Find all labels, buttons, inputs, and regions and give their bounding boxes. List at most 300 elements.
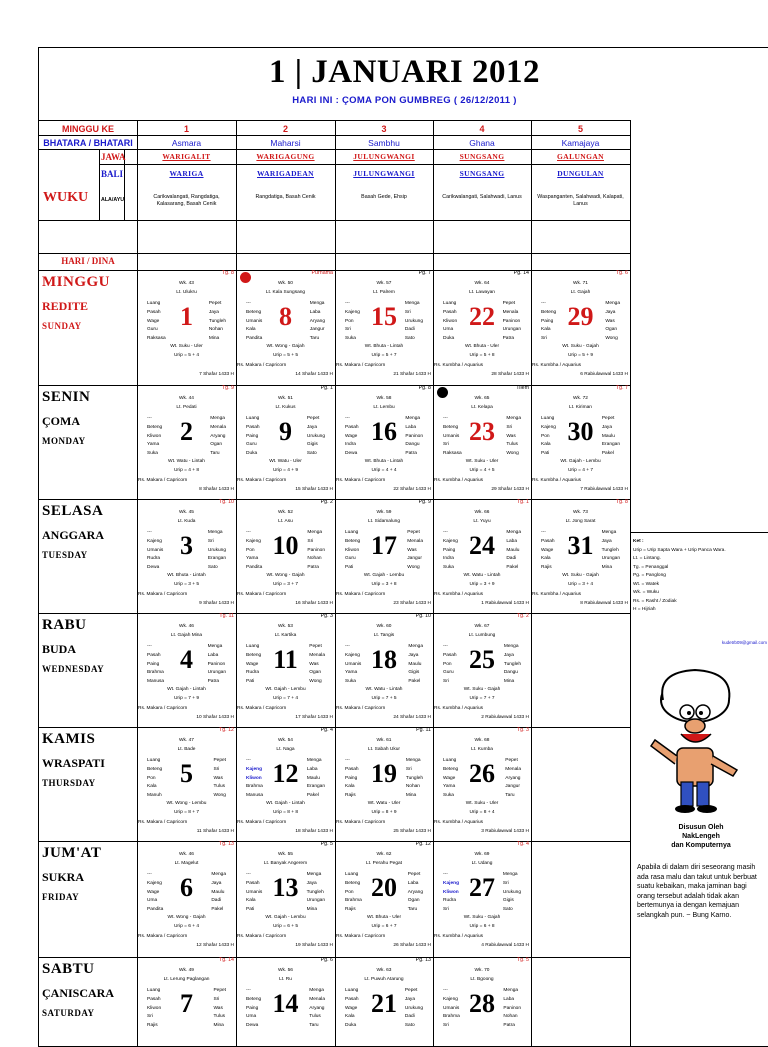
cell-left-item: Luang xyxy=(246,416,260,421)
cell-tag: Pg. 7 xyxy=(418,270,431,276)
cell-lintang: Lt. Sabah Ukur xyxy=(368,747,400,752)
day-name: SELASA xyxy=(42,503,104,519)
date-number: 11 xyxy=(273,645,298,674)
keterangan-line: Wt. = Watek xyxy=(633,581,660,587)
day-name: JUM'AT xyxy=(42,845,102,861)
cell-left-item: Pandita xyxy=(147,907,164,913)
cell-left-item: Luang xyxy=(246,644,260,649)
cell-right-item: Menga xyxy=(503,644,519,649)
wuku-label: WUKU xyxy=(43,190,89,205)
day-name-bali: REDITE xyxy=(42,299,89,313)
cell-left-item: Raksasa xyxy=(147,336,166,342)
cell-right-item: Urukung xyxy=(306,433,325,439)
day-name-english: MONDAY xyxy=(42,436,86,446)
cell-left-item: Wage xyxy=(541,547,554,553)
cell-right-item: Menga xyxy=(207,530,223,535)
cell-left-item: --- xyxy=(541,301,546,306)
calendar-sheet xyxy=(38,47,768,1047)
day-cell[interactable] xyxy=(433,499,531,613)
cell-left-item: --- xyxy=(443,530,448,535)
day-cell[interactable] xyxy=(531,385,630,499)
cell-left-item: Beteng xyxy=(345,538,361,544)
cell-right-item: Tungleh xyxy=(601,547,619,553)
bhatara-label: BHATARA / BHATARI xyxy=(43,138,133,148)
cell-rasi: Rs. Makara / Capricorn xyxy=(237,706,287,711)
cell-hijri: 15 Shafar 1433 H xyxy=(295,487,333,492)
cell-hijri: 24 Shafar 1433 H xyxy=(393,715,431,720)
cell-left-item: Pon xyxy=(246,547,255,553)
cell-lintang: Lt. Bade xyxy=(177,747,196,752)
day-cell[interactable] xyxy=(137,841,236,955)
cell-left-item: Brahma xyxy=(147,670,164,676)
cell-hijri: 8 Shafar 1433 H xyxy=(199,487,234,492)
cell-right-item: Jaya xyxy=(601,538,612,544)
cell-right-item: Was xyxy=(213,775,223,781)
cell-right-item: Aryang xyxy=(309,1005,325,1011)
cell-left-item: Rudra xyxy=(443,898,457,904)
cell-wuku-number: Wk. 66 xyxy=(474,510,490,515)
cell-right-item: Gigis xyxy=(306,442,318,448)
cell-tag: Pg. 8 xyxy=(418,385,431,391)
cell-right-item: Mina xyxy=(208,336,220,342)
grid-line-h xyxy=(630,532,768,533)
cell-left-item: Luang xyxy=(147,758,161,763)
cell-left-item: Yama xyxy=(147,442,160,448)
cell-left-item: Pasah xyxy=(147,652,161,658)
cell-right-item: Dadi xyxy=(404,327,415,333)
cell-left-item: Yama xyxy=(345,670,358,676)
cell-left-item: --- xyxy=(246,988,251,993)
bhatara-name: Ghana xyxy=(469,138,495,148)
cell-left-item: Umanis xyxy=(147,547,164,553)
cell-right-item: Dadi xyxy=(506,556,517,562)
cell-right-item: Was xyxy=(605,318,615,324)
cell-right-item: Patra xyxy=(503,1023,515,1029)
cell-right-item: Laba xyxy=(506,538,517,544)
cell-right-item: Patra xyxy=(502,336,515,342)
wuku-bali: JULUNGWANGI xyxy=(353,169,415,178)
date-number: 12 xyxy=(272,759,299,788)
minggu-ke-label: MINGGU KE xyxy=(61,124,114,134)
cell-right-item: Menga xyxy=(307,530,323,535)
day-cell[interactable] xyxy=(335,841,433,955)
cell-left-item: Beteng xyxy=(345,880,361,886)
cell-left-item: Duka xyxy=(443,336,455,342)
date-number: 24 xyxy=(469,531,495,560)
cell-rasi: Rs. Makara / Capricorn xyxy=(336,706,386,711)
cell-lintang: Lt. Gajah xyxy=(570,290,591,295)
cell-right-item: Laba xyxy=(306,766,318,772)
cell-left-item: --- xyxy=(147,416,152,421)
cell-left-item: Kajeng xyxy=(443,996,458,1002)
day-name-english: THURSDAY xyxy=(42,778,96,788)
cell-rasi: Rs. Kumbha / Aquarius xyxy=(532,478,582,483)
day-cell[interactable] xyxy=(433,957,531,1047)
day-cell[interactable] xyxy=(335,957,433,1047)
day-cell[interactable] xyxy=(236,499,335,613)
day-cell[interactable] xyxy=(137,270,236,384)
cell-left-item: Luang xyxy=(147,988,161,993)
cell-hijri: 7 Shafar 1433 H xyxy=(199,372,234,377)
day-cell[interactable] xyxy=(335,385,433,499)
cell-tag: Tg. 2 xyxy=(516,613,529,619)
cell-left-item: Kala xyxy=(541,556,551,562)
cell-right-item: Sri xyxy=(213,766,220,772)
ala-ayu-text: Waspanganten, Salahwadi, Kalapati, Lanus xyxy=(537,194,624,207)
cell-left-item: Kajeng xyxy=(246,538,261,544)
cell-left-item: Manusa xyxy=(246,793,264,799)
cell-lintang: Lt. Lerung Paglangan xyxy=(163,977,210,982)
cell-right-item: Laba xyxy=(405,424,417,430)
cell-left-item: Pasah xyxy=(345,766,359,772)
wuku-bali: WARIGADEAN xyxy=(257,169,314,178)
cell-left-item: Pasah xyxy=(345,996,359,1002)
keterangan-line: Urip = Urip Sapta Wara + Urip Panca Wara. xyxy=(633,547,726,553)
cell-right-item: Laba xyxy=(407,880,419,886)
cell-wuku-number: Wk. 51 xyxy=(278,396,293,401)
week-number: 5 xyxy=(577,124,583,134)
cell-tag: Tg. 8 xyxy=(615,499,628,505)
date-number: 28 xyxy=(469,989,495,1018)
day-cell[interactable] xyxy=(236,957,335,1047)
cell-left-item: Kajeng xyxy=(541,424,556,430)
cell-tag: Pg. 3 xyxy=(320,613,333,619)
cell-right-item: Jaya xyxy=(605,309,616,315)
cell-left-item: Sri xyxy=(147,1014,153,1020)
day-cell[interactable] xyxy=(335,613,433,727)
cell-left-item: Pasah xyxy=(147,309,161,315)
cell-left-item: Guru xyxy=(345,556,356,562)
cell-left-item: Dewa xyxy=(345,451,358,457)
cell-left-item: Kala xyxy=(246,898,256,904)
cell-left-item: Luang xyxy=(147,301,161,306)
day-name: KAMIS xyxy=(42,731,96,747)
cell-right-item: Maulu xyxy=(306,775,320,781)
cell-right-item: Was xyxy=(506,433,516,439)
cell-tag: Pg. 2 xyxy=(320,499,333,505)
cell-lintang: Lt. Ru xyxy=(279,977,292,982)
cell-left-item: Luang xyxy=(345,988,359,993)
cell-right-item: Pepet xyxy=(404,988,418,993)
cell-left-item: Brahma xyxy=(345,898,362,904)
cell-left-item: Rajis xyxy=(345,907,356,913)
cell-urip: Urip = 5 + 8 xyxy=(469,353,495,358)
cell-left-item: Indra xyxy=(345,442,356,448)
cell-urip: Urip = 4 + 4 xyxy=(371,468,397,473)
cell-right-item: Ogan xyxy=(605,327,618,333)
cell-right-item: Aryang xyxy=(407,889,423,895)
cell-left-item: Wage xyxy=(246,661,259,667)
cell-wuku-number: Wk. 65 xyxy=(474,396,490,401)
day-cell[interactable] xyxy=(531,499,630,613)
cell-right-item: Pakel xyxy=(306,793,319,799)
cell-left-item: Kajeng xyxy=(147,880,162,886)
cell-right-item: Patra xyxy=(405,451,417,457)
cell-right-item: Taru xyxy=(505,793,515,799)
cell-lintang: Lt. Jong Sarat xyxy=(565,519,596,524)
cell-watek: Wt. Bhuta - Uler xyxy=(464,344,500,349)
keterangan-line: Tg. = Penanggal xyxy=(633,564,669,570)
cell-right-item: Tulus xyxy=(213,1014,226,1020)
cell-left-item: Paing xyxy=(443,547,456,553)
cell-lintang: Lt. Kelapa xyxy=(471,405,493,410)
cell-right-item: Mina xyxy=(213,1023,224,1029)
cell-urip: Urip = 7 + 7 xyxy=(469,696,495,701)
cell-left-item: Guru xyxy=(147,327,158,333)
cell-rasi: Rs. Makara / Capricorn xyxy=(237,934,287,939)
cell-right-item: Menga xyxy=(506,530,521,535)
cell-wuku-number: Wk. 56 xyxy=(278,968,293,973)
cell-lintang: Lt. Perahu Pegat xyxy=(365,861,402,866)
cell-urip: Urip = 3 + 9 xyxy=(469,582,495,587)
cell-wuku-number: Wk. 72 xyxy=(573,396,588,401)
cell-urip: Urip = 8 + 7 xyxy=(173,810,200,815)
day-name-english: TUESDAY xyxy=(42,550,88,560)
cell-left-item: Manusa xyxy=(147,679,165,685)
moon-phase-icon xyxy=(240,272,251,283)
day-cell[interactable] xyxy=(137,613,236,727)
cell-hijri: 29 Shafar 1433 H xyxy=(491,487,529,492)
cell-tag: Tg. 13 xyxy=(218,841,234,847)
day-cell[interactable] xyxy=(433,613,531,727)
cell-tag: Tg. 11 xyxy=(219,613,234,619)
cell-left-item: Umanis xyxy=(246,318,263,324)
day-cell[interactable] xyxy=(137,727,236,841)
cell-left-item: Pati xyxy=(246,907,255,913)
cell-watek: Wt. Bhuta - Lintah xyxy=(167,573,206,578)
date-number: 16 xyxy=(371,417,397,446)
cell-left-item: Kajeng xyxy=(147,538,162,544)
cell-watek: Wt. Wong - Gajah xyxy=(266,344,305,349)
date-number: 20 xyxy=(371,873,397,902)
cell-right-item: Pakel xyxy=(506,565,519,571)
cell-rasi: Rs. Makara / Capricorn xyxy=(336,478,386,483)
cell-tag: Pg. 9 xyxy=(418,499,431,505)
ala-ayu-text: Carikwalangati, Rangdatiga, Kalasarang, Basah Cenik xyxy=(153,194,220,207)
day-cell[interactable] xyxy=(236,841,335,955)
cell-left-item: Paing xyxy=(345,775,358,781)
cell-watek: Wt. Gajah - Lembu xyxy=(265,915,306,920)
cell-wuku-number: Wk. 49 xyxy=(179,968,194,973)
cell-right-item: Pepet xyxy=(213,758,226,763)
cell-right-item: Nohan xyxy=(503,1014,518,1020)
cell-wuku-number: Wk. 71 xyxy=(573,281,588,286)
cell-watek: Wt. Suku - Gajah xyxy=(463,915,501,920)
cell-right-item: Urungan xyxy=(207,670,226,676)
cell-left-item: Manuh xyxy=(147,793,162,799)
cell-right-item: Taru xyxy=(407,907,418,913)
moon-phase-icon xyxy=(437,387,448,398)
cell-left-item: Kajeng xyxy=(246,766,262,772)
cell-wuku-number: Wk. 50 xyxy=(278,281,293,286)
cell-right-item: Menga xyxy=(404,301,420,306)
cell-left-item: Kajeng xyxy=(345,652,360,658)
cell-left-item: Paing xyxy=(147,661,160,667)
cell-right-item: Pepet xyxy=(407,530,420,535)
day-cell[interactable] xyxy=(433,385,531,499)
cell-right-item: Tulus xyxy=(213,784,226,790)
cell-hijri: 28 Shafar 1433 H xyxy=(491,372,529,377)
cell-rasi: Rs. Makara / Capricorn xyxy=(138,478,188,483)
author-email[interactable]: kudetrb09@gmail.com xyxy=(721,640,767,645)
cell-left-item: Pon xyxy=(147,775,156,781)
cell-right-item: Jaya xyxy=(306,880,317,886)
date-number: 8 xyxy=(279,302,292,331)
day-cell[interactable] xyxy=(335,499,433,613)
cell-right-item: Jangur xyxy=(309,327,325,333)
cell-lintang: Lt. Naga xyxy=(276,747,295,752)
day-name-english: FRIDAY xyxy=(42,892,80,902)
cell-right-item: Menala xyxy=(210,424,226,430)
cell-urip: Urip = 7 + 9 xyxy=(173,696,200,701)
cell-right-item: Sri xyxy=(405,766,412,772)
cell-left-item: Kliwon xyxy=(147,433,162,439)
cell-watek: Wt. Suku - Gajah xyxy=(463,687,501,692)
cell-rasi: Rs. Makara / Capricorn xyxy=(237,820,287,825)
cell-wuku-number: Wk. 61 xyxy=(376,738,392,743)
day-name-english: SUNDAY xyxy=(42,321,82,331)
cell-right-item: Pakel xyxy=(601,451,614,457)
wuku-jawa: SUNGSANG xyxy=(459,152,505,161)
cell-rasi: Rs. Makara / Capricorn xyxy=(237,478,287,483)
cell-left-item: Sri xyxy=(345,327,351,333)
cell-left-item: Pasah xyxy=(246,880,260,886)
ala-ayu-text: Rangdatiga, Basah Cenik xyxy=(255,194,316,200)
cell-lintang: Lt. Puwuh Atarung xyxy=(364,977,404,982)
cell-left-item: --- xyxy=(246,301,251,306)
cell-lintang: Lt. Lembu xyxy=(373,405,395,410)
day-name-english: WEDNESDAY xyxy=(42,664,105,674)
cell-urip: Urip = 5 + 9 xyxy=(567,353,594,358)
cell-right-item: Wong xyxy=(506,451,519,457)
day-cell[interactable] xyxy=(137,499,236,613)
cell-lintang: Lt. Lawayan xyxy=(469,290,495,295)
cell-hijri: 6 Rabiulawwal 1433 H xyxy=(580,372,628,377)
cell-right-item: Menga xyxy=(207,644,223,649)
date-number: 7 xyxy=(180,989,193,1018)
cell-right-item: Jaya xyxy=(208,309,219,315)
cell-rasi: Rs. Makara / Capricorn xyxy=(336,934,386,939)
cell-left-item: --- xyxy=(246,758,251,763)
cell-watek: Wt. Suku - Gajah xyxy=(562,344,599,349)
cell-right-item: Sato xyxy=(306,451,317,457)
cell-rasi: Rs. Makara / Capricorn xyxy=(138,820,188,825)
day-cell[interactable] xyxy=(236,727,335,841)
cell-right-item: Pepet xyxy=(502,301,516,306)
wuku-bali: DUNGULAN xyxy=(557,169,604,178)
day-cell[interactable] xyxy=(335,727,433,841)
cell-left-item: Suka xyxy=(443,565,454,571)
date-number: 13 xyxy=(272,873,299,902)
cell-left-item: Umanis xyxy=(443,433,460,439)
cell-right-item: Jaya xyxy=(306,424,317,430)
cell-urip: Urip = 3 + 8 xyxy=(371,582,397,587)
date-number: 1 xyxy=(180,302,193,331)
cell-right-item: Laba xyxy=(503,996,515,1002)
cell-left-item: --- xyxy=(345,758,350,763)
cell-urip: Urip = 6 + 4 xyxy=(173,924,200,929)
date-number: 23 xyxy=(469,417,495,446)
cell-right-item: Aryang xyxy=(210,433,226,439)
cell-left-item: Sri xyxy=(541,336,547,342)
cell-hijri: 17 Shafar 1433 H xyxy=(295,715,333,720)
day-cell[interactable] xyxy=(433,841,531,955)
cell-right-item: Sri xyxy=(213,996,220,1002)
cell-right-item: Mina xyxy=(405,793,417,799)
cell-right-item: Taru xyxy=(309,336,320,342)
cell-lintang: Lt. Lumbung xyxy=(468,633,496,638)
day-cell[interactable] xyxy=(236,385,335,499)
day-cell[interactable] xyxy=(433,270,531,384)
cell-left-item: Rajis xyxy=(147,1023,158,1029)
day-cell[interactable] xyxy=(137,957,236,1047)
cell-watek: Wt. Watu - Uler xyxy=(367,801,401,806)
cell-right-item: Dadi xyxy=(404,1014,415,1020)
cell-lintang: Lt. Kala Sungsang xyxy=(265,290,306,295)
cell-left-item: Rudra xyxy=(147,556,161,562)
cell-right-item: Menga xyxy=(211,872,226,877)
cell-right-item: Wong xyxy=(309,679,322,685)
day-cell[interactable] xyxy=(236,613,335,727)
cell-lintang: Lt. Magelut xyxy=(174,861,199,866)
cell-lintang: Lt. Palrem xyxy=(373,290,395,295)
cell-right-item: Paninon xyxy=(405,433,423,439)
cell-right-item: Menga xyxy=(405,416,421,421)
cell-left-item: Pasah xyxy=(541,538,555,544)
cell-right-item: Menala xyxy=(502,309,519,315)
cell-watek: Wt. Bhuta - Lintah xyxy=(364,459,404,464)
ala-ayu-text: Basah Gede, Ehsip xyxy=(361,194,407,200)
cell-right-item: Menga xyxy=(506,416,521,421)
date-number: 29 xyxy=(567,302,594,331)
cell-right-item: Menga xyxy=(502,872,518,877)
day-cell[interactable] xyxy=(236,270,335,384)
day-cell[interactable] xyxy=(433,727,531,841)
day-cell[interactable] xyxy=(531,270,630,384)
date-number: 25 xyxy=(469,645,495,674)
cell-urip: Urip = 4 + 9 xyxy=(272,468,299,473)
cell-left-item: Rudra xyxy=(246,670,260,676)
cell-right-item: Pakel xyxy=(211,907,224,913)
cell-right-item: Nohan xyxy=(405,784,420,790)
day-cell[interactable] xyxy=(335,270,433,384)
cell-wuku-number: Wk. 60 xyxy=(376,624,392,629)
cell-left-item: Dewa xyxy=(246,1023,259,1029)
cell-left-item: Umanis xyxy=(246,889,263,895)
cell-rasi: Rs. Kumbha / Aquarius xyxy=(434,934,484,939)
keterangan-line: H = Hijriah xyxy=(633,607,656,612)
cell-hijri: 23 Shafar 1433 H xyxy=(393,601,431,606)
cell-wuku-number: Wk. 52 xyxy=(278,510,293,515)
cell-right-item: Sato xyxy=(404,1023,415,1029)
cell-hijri: 21 Shafar 1433 H xyxy=(393,372,431,377)
cell-right-item: Urungan xyxy=(502,327,521,333)
day-cell[interactable] xyxy=(137,385,236,499)
cell-left-item: Beteng xyxy=(443,424,459,430)
keterangan-line: Wk. = Wuku xyxy=(633,590,659,595)
cell-right-item: Was xyxy=(309,661,319,667)
wuku-jawa: JULUNGWANGI xyxy=(353,152,415,161)
cell-hijri: 2 Rabiulawwal 1433 H xyxy=(481,715,529,720)
cell-tag: Tg. 7 xyxy=(615,385,628,391)
cell-right-item: Menga xyxy=(210,416,225,421)
date-number: 18 xyxy=(371,645,397,674)
cell-watek: Wt. Bhuta - Lintah xyxy=(364,344,404,349)
cell-left-item: --- xyxy=(345,301,350,306)
cell-left-item: Rajis xyxy=(541,565,552,571)
cell-right-item: Mina xyxy=(306,907,317,913)
cell-left-item: Wage xyxy=(147,889,160,895)
